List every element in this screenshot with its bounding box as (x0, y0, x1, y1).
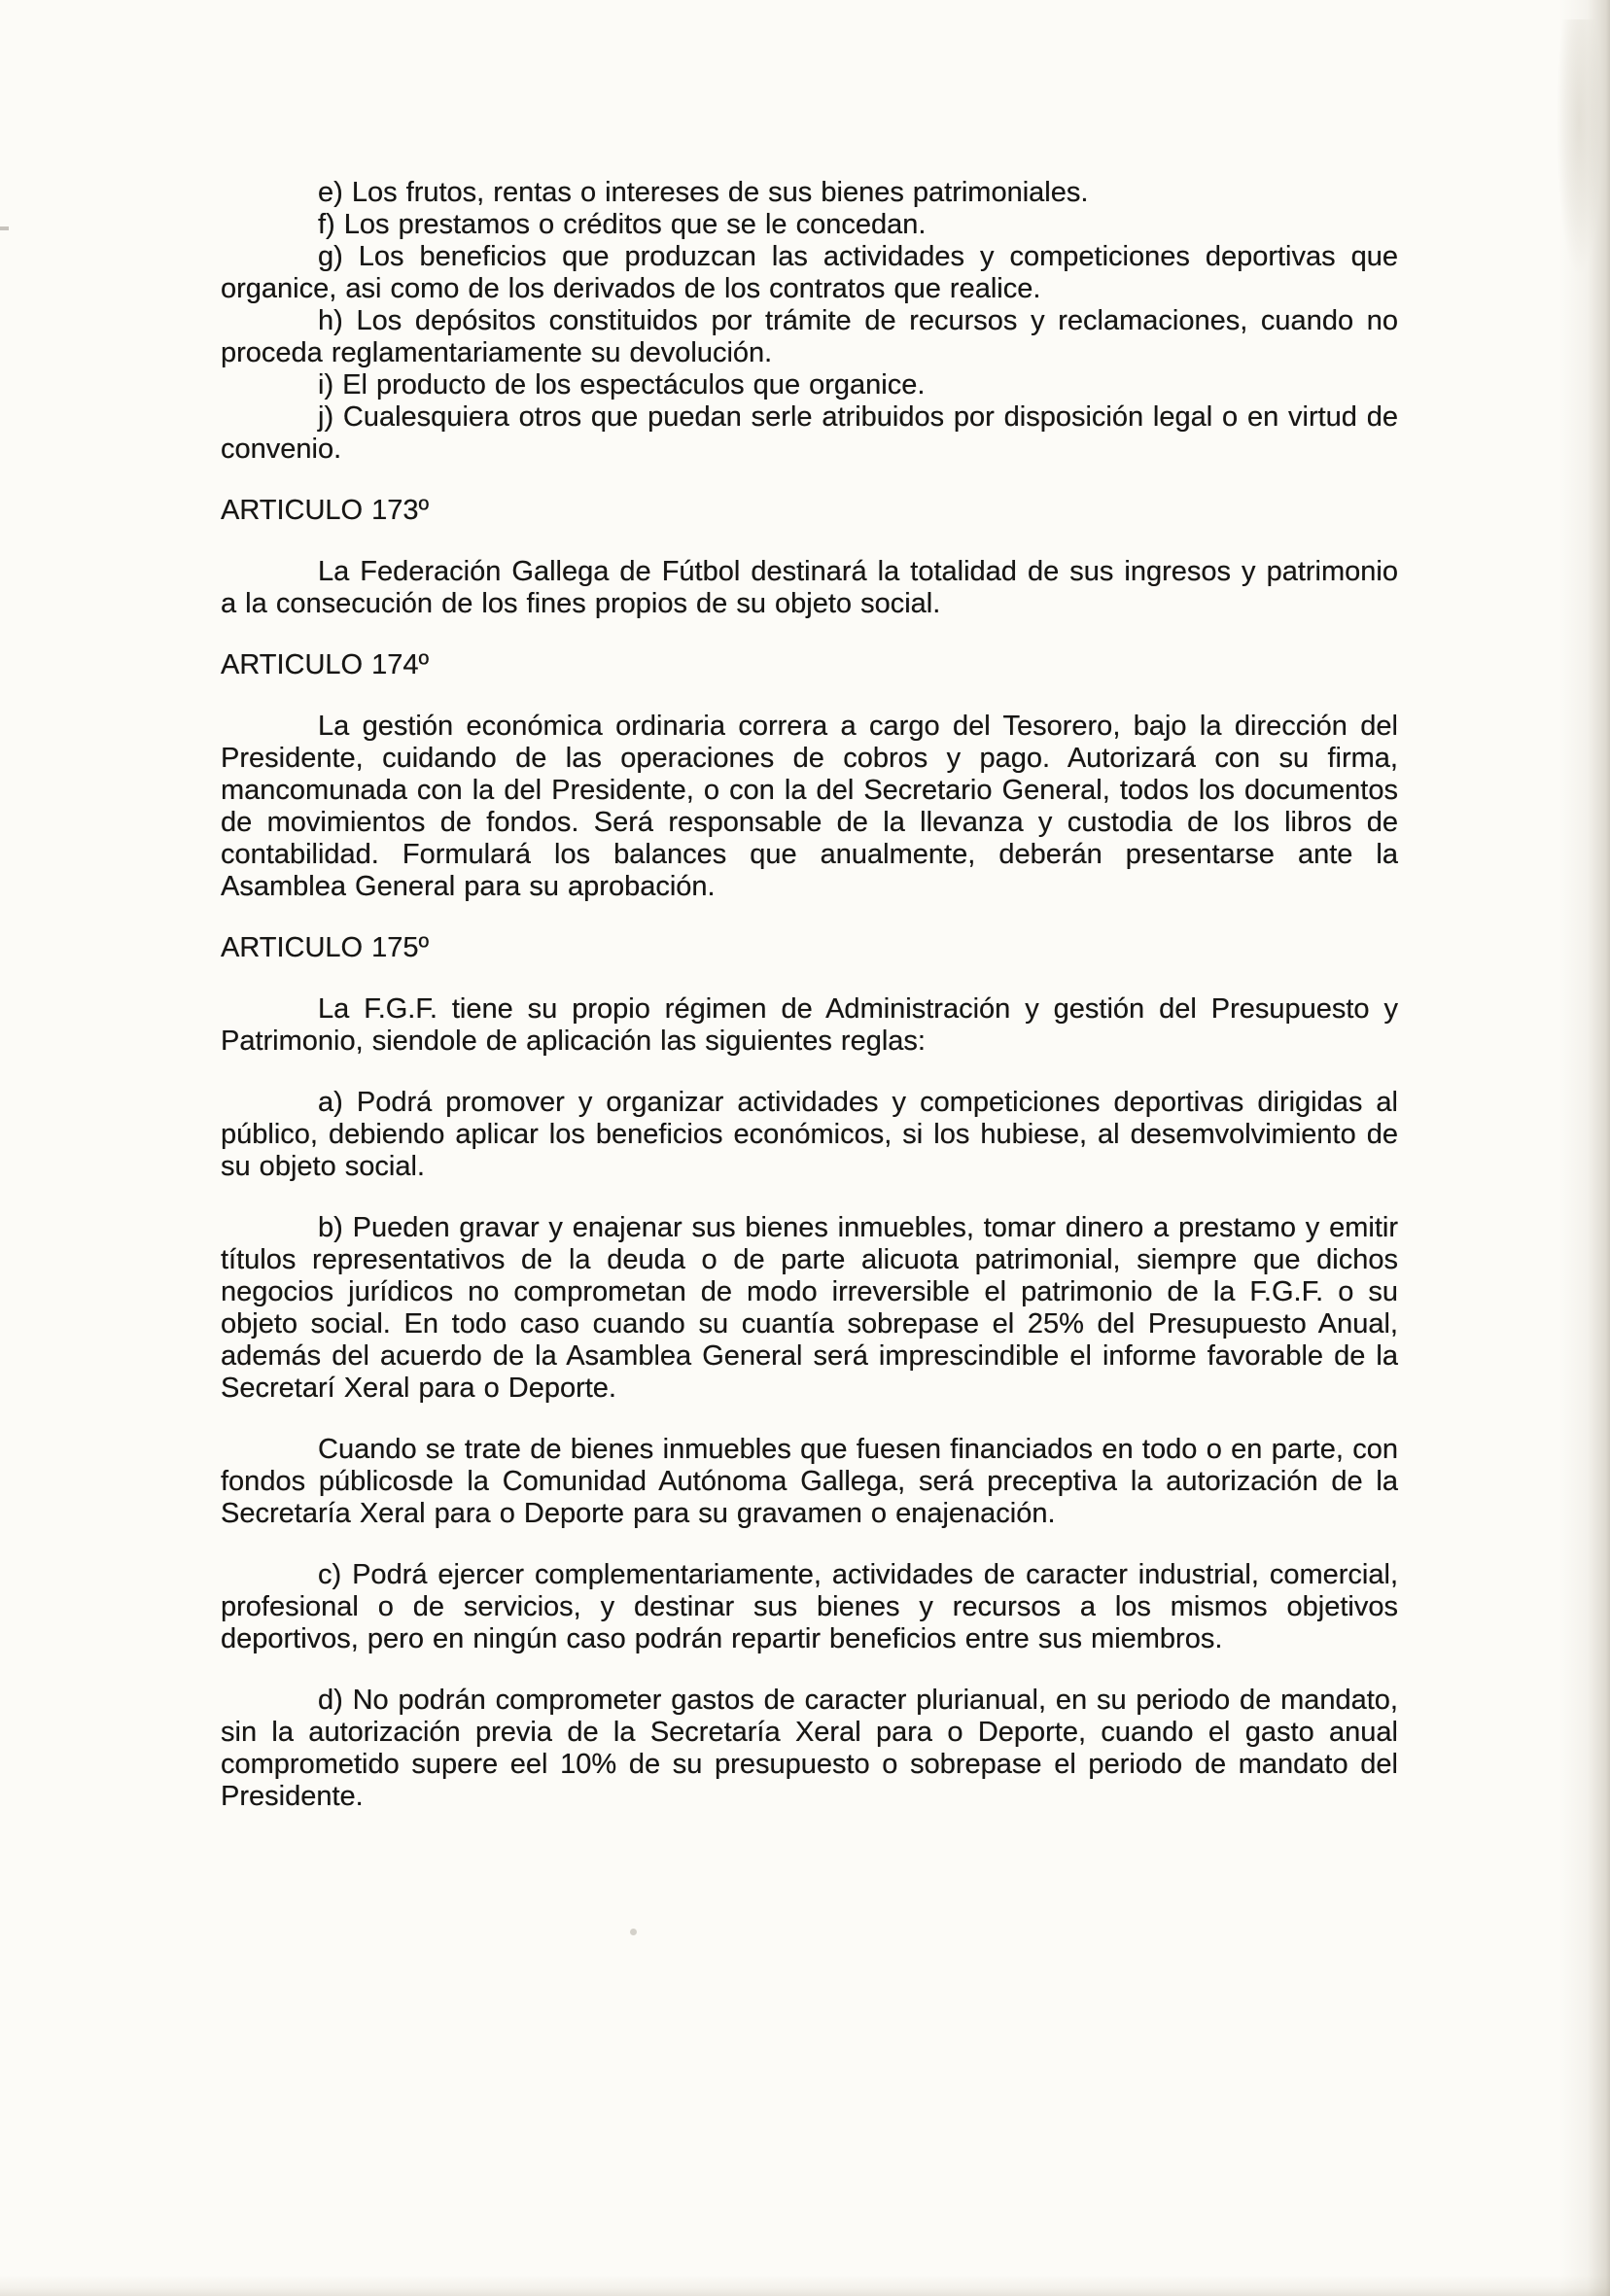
list-item-e: e) Los frutos, rentas o intereses de sus bienes patrimoniales. (318, 177, 1089, 208)
article-174-paragraph-1: La gestión económica ordinaria correra a cargo del Tesorero, bajo la dirección del Presidente, cuidando de las operaciones de cobros y pago. Autorizará con su firma, mancomunada con la del Presidente, o con la del Secretario General, todos los documentos de movimientos de fondos. Será responsable de la llevanza y custodia de los libros de contabilidad. Formulará los balances que anualmente, deberán presentarse ante la Asamblea General para su aprobación. (221, 711, 1398, 902)
article-175-heading: ARTICULO 175º (221, 932, 430, 963)
list-item-h: h) Los depósitos constituidos por trámite de recursos y reclamaciones, cuando no proceda reglamentariamente su devolución. (221, 305, 1398, 368)
article-175-paragraph-a: a) Podrá promover y organizar actividades y competiciones deportivas dirigidas al público, debiendo aplicar los beneficios económicos, si los hubiese, al desemvolvimiento de su objeto social. (221, 1087, 1398, 1182)
scan-edge-shadow-bottom (0, 2275, 1610, 2296)
list-item-i: i) El producto de los espectáculos que organice. (318, 369, 926, 400)
scan-artifact-speck (630, 1929, 637, 1935)
article-175-paragraph-c: c) Podrá ejercer complementariamente, actividades de caracter industrial, comercial, profesional o de servicios, y destinar sus bienes y recursos a los mismos objetivos deportivos, pero en ningún caso podrán repartir beneficios entre sus miembros. (221, 1559, 1398, 1654)
list-item-f: f) Los prestamos o créditos que se le concedan. (318, 209, 927, 240)
article-175-paragraph-d: d) No podrán comprometer gastos de caracter plurianual, en su periodo de mandato, sin la autorización previa de la Secretaría Xeral para o Deporte, cuando el gasto anual comprometido supere eel 10% de su presupuesto o sobrepase el periodo de mandato del Presidente. (221, 1685, 1398, 1812)
article-173-paragraph-1: La Federación Gallega de Fútbol destinará la totalidad de sus ingresos y patrimonio a la consecución de los fines propios de su objeto social. (221, 556, 1398, 619)
scan-edge-shadow-right (1559, 0, 1610, 2296)
document-body (221, 177, 1398, 1813)
article-175-paragraph-intro: La F.G.F. tiene su propio régimen de Administración y gestión del Presupuesto y Patrimonio, siendole de aplicación las siguientes reglas: (221, 993, 1398, 1057)
article-175-paragraph-inmuebles: Cuando se trate de bienes inmuebles que fuesen financiados en todo o en parte, con fondos públicosde la Comunidad Autónoma Gallega, será preceptiva la autorización de la Secretaría Xeral para o Deporte para su gravamen o enajenación. (221, 1434, 1398, 1529)
article-174-heading: ARTICULO 174º (221, 649, 430, 680)
list-item-g: g) Los beneficios que produzcan las actividades y competiciones deportivas que organice, asi como de los derivados de los contratos que realice. (221, 241, 1398, 304)
list-item-j: j) Cualesquiera otros que puedan serle atribuidos por disposición legal o en virtud de convenio. (221, 401, 1398, 465)
article-175-paragraph-b: b) Pueden gravar y enajenar sus bienes inmuebles, tomar dinero a prestamo y emitir títulos representativos de la deuda o de parte alicuota patrimonial, siempre que dichos negocios jurídicos no comprometan de modo irreversible el patrimonio de la F.G.F. o su objeto social. En todo caso cuando su cuantía sobrepase el 25% del Presupuesto Anual, además del acuerdo de la Asamblea General será imprescindible el informe favorable de la Secretarí Xeral para o Deporte. (221, 1212, 1398, 1404)
article-173-heading: ARTICULO 173º (221, 495, 430, 526)
scan-artifact-dash (0, 226, 9, 230)
